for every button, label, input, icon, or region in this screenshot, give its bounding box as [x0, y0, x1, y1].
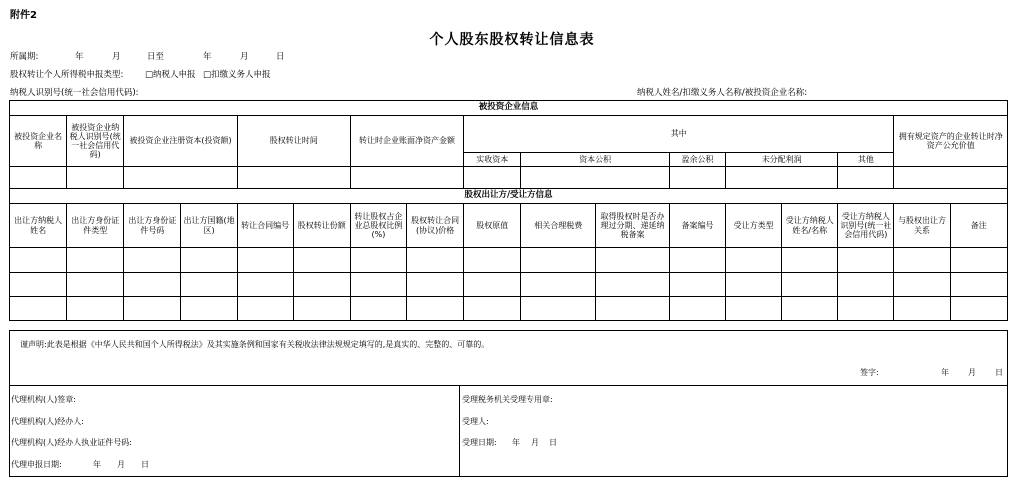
input-cell[interactable]	[237, 297, 293, 321]
input-cell[interactable]	[350, 248, 406, 273]
agent-handler-label: 代理机构(人)经办人:	[11, 417, 84, 426]
input-cell[interactable]	[237, 167, 350, 189]
period-year-2: 年	[203, 52, 212, 62]
header-fair-value: 拥有规定资产的企业转让时净资产公允价值	[894, 116, 1008, 167]
input-cell[interactable]	[521, 248, 596, 273]
header-among: 其中	[464, 116, 894, 153]
input-cell[interactable]	[464, 167, 521, 189]
header-contract-number: 转让合同编号	[237, 204, 293, 248]
input-cell[interactable]	[124, 248, 181, 273]
input-cell[interactable]	[124, 273, 181, 297]
signature-month: 月	[968, 368, 976, 377]
input-cell[interactable]	[669, 167, 725, 189]
period-month-1: 月	[112, 52, 121, 62]
input-cell[interactable]	[950, 273, 1007, 297]
input-cell[interactable]	[521, 273, 596, 297]
transfer-section-title: 股权出让方/受让方信息	[10, 189, 1008, 204]
signature-year: 年	[941, 368, 949, 377]
input-cell[interactable]	[124, 167, 237, 189]
taxpayer-id-label: 纳税人识别号(统一社会信用代码):	[10, 88, 139, 98]
input-cell[interactable]	[293, 297, 350, 321]
subheader-paid-capital: 实收资本	[464, 153, 521, 167]
input-cell[interactable]	[669, 248, 725, 273]
tax-office-seal-label: 受理税务机关受理专用章:	[462, 395, 553, 404]
input-cell[interactable]	[10, 167, 67, 189]
input-cell[interactable]	[10, 273, 67, 297]
input-cell[interactable]	[67, 297, 124, 321]
filing-type-taxpayer-checkbox[interactable]: □纳税人申报	[145, 70, 196, 80]
agent-date-label: 代理申报日期:	[11, 460, 62, 469]
input-cell[interactable]	[67, 273, 124, 297]
input-cell[interactable]	[669, 273, 725, 297]
agent-seal-label: 代理机构(人)签章:	[11, 395, 76, 404]
header-deferral-filing: 取得股权时是否办理过分期、递延纳税备案	[596, 204, 670, 248]
header-transfer-share: 股权转让份额	[293, 204, 350, 248]
input-cell[interactable]	[669, 297, 725, 321]
input-cell[interactable]	[596, 297, 670, 321]
header-transferor-id-number: 出让方身份证件号码	[124, 204, 181, 248]
main-info-table	[9, 100, 1008, 321]
taxpayer-name-label: 纳税人姓名/扣缴义务人名称/被投资企业名称:	[637, 88, 808, 98]
agent-date-month: 月	[117, 460, 125, 469]
agent-date-year: 年	[93, 460, 101, 469]
input-cell[interactable]	[350, 273, 406, 297]
input-cell[interactable]	[237, 248, 293, 273]
input-cell[interactable]	[67, 248, 124, 273]
invested-section-title: 被投资企业信息	[10, 101, 1008, 116]
header-invested-id: 被投资企业纳税人识别号(统一社会信用代码)	[67, 116, 124, 167]
input-cell[interactable]	[521, 297, 596, 321]
declaration-box	[9, 330, 1008, 386]
input-cell[interactable]	[894, 297, 950, 321]
input-cell[interactable]	[838, 167, 894, 189]
input-cell[interactable]	[350, 297, 406, 321]
period-month-2: 月	[240, 52, 249, 62]
input-cell[interactable]	[596, 248, 670, 273]
tax-office-date-month: 月	[531, 438, 539, 447]
input-cell[interactable]	[950, 297, 1007, 321]
input-cell[interactable]	[726, 248, 782, 273]
input-cell[interactable]	[67, 167, 124, 189]
input-cell[interactable]	[350, 167, 463, 189]
attachment-label: 附件2	[10, 10, 37, 21]
table-row	[10, 273, 1008, 297]
input-cell[interactable]	[894, 248, 950, 273]
subheader-other: 其他	[838, 153, 894, 167]
input-cell[interactable]	[10, 248, 67, 273]
header-transfer-time: 股权转让时间	[237, 116, 350, 167]
subheader-capital-reserve: 资本公积	[521, 153, 670, 167]
tax-office-receiver-label: 受理人:	[462, 417, 489, 426]
input-cell[interactable]	[894, 273, 950, 297]
input-cell[interactable]	[782, 273, 838, 297]
input-cell[interactable]	[726, 297, 782, 321]
subheader-surplus-reserve: 盈余公积	[669, 153, 725, 167]
input-cell[interactable]	[10, 297, 67, 321]
header-registered-capital: 被投资企业注册资本(投资额)	[124, 116, 237, 167]
input-cell[interactable]	[293, 248, 350, 273]
signature-day: 日	[995, 368, 1003, 377]
agent-license-label: 代理机构(人)经办人执业证件号码:	[11, 438, 132, 447]
input-cell[interactable]	[407, 273, 464, 297]
header-original-value: 股权原值	[464, 204, 521, 248]
input-cell[interactable]	[782, 297, 838, 321]
tax-office-date-year: 年	[512, 438, 520, 447]
header-transferor-id-type: 出让方身份证件类型	[67, 204, 124, 248]
input-cell[interactable]	[464, 273, 521, 297]
table-row	[10, 248, 1008, 273]
input-cell[interactable]	[521, 167, 670, 189]
period-year-1: 年	[75, 52, 84, 62]
filing-type-withholder-checkbox[interactable]: □扣缴义务人申报	[203, 70, 271, 80]
declaration-text: 谨声明:此表是根据《中华人民共和国个人所得税法》及其实施条例和国家有关税收法律法规规定填写的,是真实的、完整的、可靠的。	[20, 340, 490, 349]
input-cell[interactable]	[293, 273, 350, 297]
input-cell[interactable]	[782, 248, 838, 273]
input-cell[interactable]	[464, 248, 521, 273]
block-divider	[459, 385, 460, 477]
input-cell[interactable]	[838, 248, 894, 273]
header-filing-number: 备案编号	[669, 204, 725, 248]
input-cell[interactable]	[124, 297, 181, 321]
tax-office-date-day: 日	[549, 438, 557, 447]
input-cell[interactable]	[464, 297, 521, 321]
header-net-assets: 转让时企业账面净资产金额	[350, 116, 463, 167]
filing-type-label: 股权转让个人所得税申报类型:	[10, 70, 124, 80]
input-cell[interactable]	[726, 167, 838, 189]
input-cell[interactable]	[838, 273, 894, 297]
header-transferor-nationality: 出让方国籍(地区)	[181, 204, 237, 248]
input-cell[interactable]	[407, 248, 464, 273]
header-remarks: 备注	[950, 204, 1007, 248]
table-row	[10, 297, 1008, 321]
subheader-undistributed-profit: 未分配利润	[726, 153, 838, 167]
input-cell[interactable]	[894, 167, 1008, 189]
header-transferee-name: 受让方纳税人姓名/名称	[782, 204, 838, 248]
header-transferee-type: 受让方类型	[726, 204, 782, 248]
header-share-ratio: 转让股权占企业总股权比例(%)	[350, 204, 406, 248]
agent-date-day: 日	[141, 460, 149, 469]
input-cell[interactable]	[181, 248, 237, 273]
input-cell[interactable]	[407, 297, 464, 321]
form-title: 个人股东股权转让信息表	[429, 32, 595, 48]
input-cell[interactable]	[181, 273, 237, 297]
input-cell[interactable]	[838, 297, 894, 321]
header-invested-name: 被投资企业名称	[10, 116, 67, 167]
period-day-1: 日至	[147, 52, 165, 62]
input-cell[interactable]	[950, 248, 1007, 273]
signature-label: 签字:	[860, 368, 879, 377]
header-transferee-id: 受让方纳税人识别号(统一社会信用代码)	[838, 204, 894, 248]
input-cell[interactable]	[726, 273, 782, 297]
period-day-2: 日	[276, 52, 285, 62]
tax-office-date-label: 受理日期:	[462, 438, 497, 447]
header-relationship: 与股权出让方关系	[894, 204, 950, 248]
header-transferor-name: 出让方纳税人姓名	[10, 204, 67, 248]
input-cell[interactable]	[237, 273, 293, 297]
input-cell[interactable]	[181, 297, 237, 321]
header-contract-price: 股权转让合同(协议)价格	[407, 204, 464, 248]
period-label: 所属期:	[10, 52, 39, 62]
header-reasonable-taxes: 相关合理税费	[521, 204, 596, 248]
input-cell[interactable]	[596, 273, 670, 297]
